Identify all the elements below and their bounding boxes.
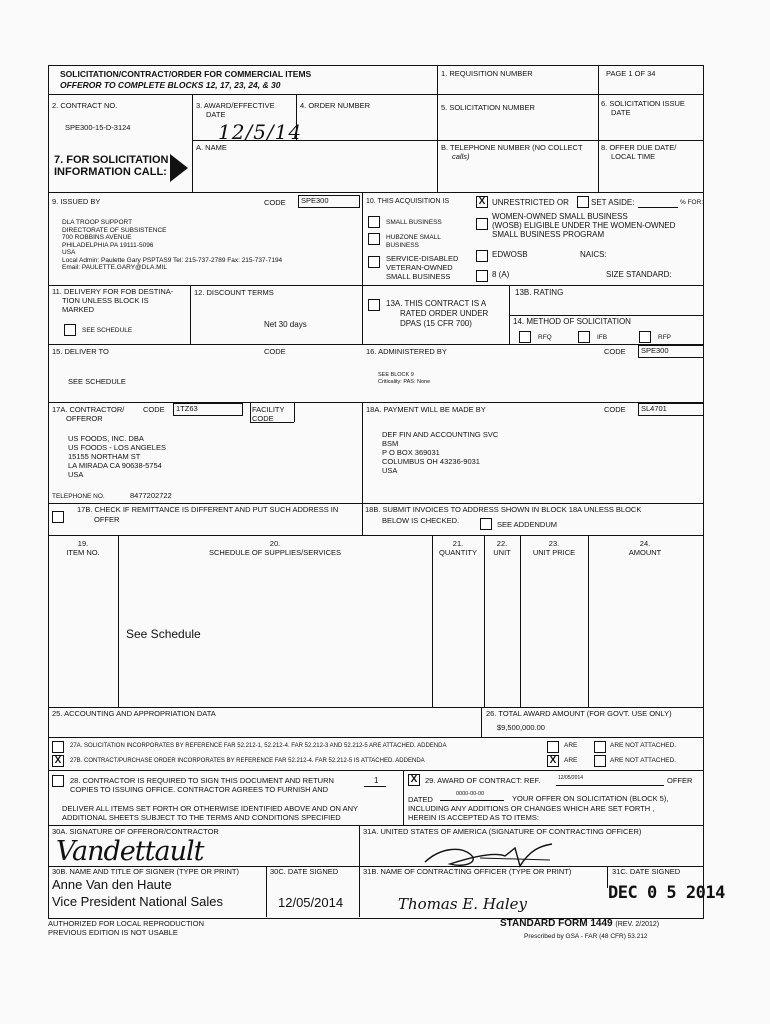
clause-27a-are-not-checkbox[interactable] bbox=[594, 741, 606, 753]
signature-31a-label: 31A. UNITED STATES OF AMERICA (SIGNATURE OF CONTRACTING OFFICER) bbox=[363, 827, 642, 836]
divider bbox=[48, 192, 703, 193]
divider bbox=[250, 422, 294, 423]
discount-terms-value: Net 30 days bbox=[264, 320, 307, 329]
divider bbox=[250, 403, 251, 422]
unrestricted-checkbox[interactable]: X bbox=[476, 196, 488, 208]
wosb-checkbox[interactable] bbox=[476, 218, 488, 230]
edwosb-checkbox[interactable] bbox=[476, 250, 488, 262]
hubzone-label: HUBZONE SMALL bbox=[386, 234, 441, 241]
divider bbox=[362, 192, 363, 344]
block-29-line-2: YOUR OFFER ON SOLICITATION (BLOCK 5), bbox=[512, 794, 669, 803]
divider bbox=[481, 707, 482, 737]
administered-by-label: 16. ADMINISTERED BY bbox=[366, 347, 447, 356]
page-count: PAGE 1 OF 34 bbox=[606, 69, 656, 78]
col-number: 19. bbox=[77, 539, 89, 548]
address-line: US FOODS, INC. DBA bbox=[68, 434, 144, 443]
delivery-fob-label-2: TION UNLESS BLOCK IS bbox=[62, 296, 149, 305]
address-line: DLA TROOP SUPPORT bbox=[62, 219, 133, 226]
invoice-label: 18B. SUBMIT INVOICES TO ADDRESS SHOWN IN BLOCK 18A UNLESS BLOCK bbox=[365, 505, 642, 514]
clause-27b-are: ARE bbox=[564, 757, 578, 764]
method-label: 14. METHOD OF SOLICITATION bbox=[513, 317, 631, 326]
contracting-officer-label: 31B. NAME OF CONTRACTING OFFICER (TYPE OR PRINT) bbox=[363, 867, 572, 876]
col-unit-price bbox=[520, 540, 588, 557]
rfp-label: RFP bbox=[658, 334, 671, 341]
divider bbox=[484, 535, 485, 707]
remittance-checkbox[interactable] bbox=[52, 511, 64, 523]
percent-for-label: % FOR: bbox=[680, 199, 704, 206]
col-number: 24. bbox=[639, 539, 651, 548]
date-signed-30c-label: 30C. DATE SIGNED bbox=[270, 867, 339, 876]
requisition-number-label: 1. REQUISITION NUMBER bbox=[441, 69, 533, 78]
divider bbox=[296, 95, 297, 140]
facility-code-label: FACILITY bbox=[252, 405, 285, 414]
sdvosb-label: SERVICE-DISABLED bbox=[386, 254, 459, 263]
footer-form-number bbox=[500, 918, 659, 929]
award-date-label: 3. AWARD/EFFECTIVE bbox=[196, 101, 275, 110]
address-line: USA bbox=[68, 470, 84, 479]
divider bbox=[48, 285, 703, 286]
arrow-right-icon bbox=[170, 154, 188, 182]
dpas-label-2: RATED ORDER UNDER bbox=[400, 309, 489, 318]
dpas-label-3: DPAS (15 CFR 700) bbox=[400, 319, 472, 328]
col-number: 23. bbox=[548, 539, 560, 548]
address-line: USA bbox=[62, 249, 76, 256]
unrestricted-label: UNRESTRICTED OR bbox=[492, 198, 569, 207]
divider bbox=[403, 770, 404, 825]
form-subtitle: OFFEROR TO COMPLETE BLOCKS 12, 17, 23, 24, & 30 bbox=[60, 80, 281, 90]
clause-27b: 27B. CONTRACT/PURCHASE ORDER INCORPORATES BY REFERENCE FAR 52.212-4. FAR 52.212-5 IS ATTACHED. ADDENDA bbox=[70, 758, 425, 764]
issued-by-label: 9. ISSUED BY bbox=[52, 197, 101, 206]
contract-no: SPE300-15-D-3124 bbox=[65, 123, 131, 132]
address-line: 700 ROBBINS AVENUE bbox=[62, 234, 132, 241]
ref-line bbox=[556, 785, 664, 786]
naics-label: NAICS: bbox=[580, 250, 607, 259]
address-line: BSM bbox=[382, 439, 399, 448]
dpas-label: 13A. THIS CONTRACT IS A bbox=[386, 299, 487, 308]
payment-label: 18A. PAYMENT WILL BE MADE BY bbox=[366, 405, 486, 414]
solicitation-number-label: 5. SOLICITATION NUMBER bbox=[441, 103, 535, 112]
divider bbox=[359, 825, 360, 917]
divider bbox=[192, 140, 703, 141]
setaside-checkbox[interactable] bbox=[577, 196, 589, 208]
col-title: ITEM NO. bbox=[66, 547, 100, 557]
col-title: QUANTITY bbox=[439, 547, 477, 557]
divider bbox=[362, 402, 363, 535]
edwosb-label: EDWOSB bbox=[492, 250, 528, 259]
divider bbox=[48, 94, 703, 95]
divider bbox=[48, 344, 703, 345]
clause-27a-are: ARE bbox=[564, 742, 578, 749]
setaside-label: SET ASIDE: bbox=[591, 198, 635, 207]
divider bbox=[266, 866, 267, 917]
signature-30a-label: 30A. SIGNATURE OF OFFEROR/CONTRACTOR bbox=[52, 827, 219, 836]
rating-label: 13B. RATING bbox=[515, 288, 564, 297]
ifb-label: IFB bbox=[597, 334, 608, 341]
block-29-dated: DATED bbox=[408, 795, 433, 804]
setaside-line bbox=[638, 207, 678, 208]
eight-a-label: 8 (A) bbox=[492, 270, 510, 279]
rfq-checkbox[interactable] bbox=[519, 331, 531, 343]
ifb-checkbox[interactable] bbox=[578, 331, 590, 343]
address-line: LA MIRADA CA 90638-5754 bbox=[68, 461, 162, 470]
remittance-label: 17B. CHECK IF REMITTANCE IS DIFFERENT AND PUT SUCH ADDRESS IN bbox=[77, 505, 339, 514]
col-schedule bbox=[118, 540, 432, 557]
total-award-value: $9,500,000.00 bbox=[497, 723, 545, 732]
divider bbox=[48, 825, 703, 826]
col-title: UNIT PRICE bbox=[532, 547, 576, 557]
sdvosb-checkbox[interactable] bbox=[368, 256, 380, 268]
wosb-label: WOMEN-OWNED SMALL BUSINESS bbox=[492, 212, 628, 221]
col-quantity bbox=[432, 540, 484, 557]
col-number: 22. bbox=[496, 539, 508, 548]
divider bbox=[437, 66, 438, 94]
dated-line bbox=[440, 800, 504, 801]
size-standard-label: SIZE STANDARD: bbox=[606, 270, 672, 279]
telephone-label: B. TELEPHONE NUMBER (NO COLLECT bbox=[441, 143, 583, 152]
divider bbox=[598, 66, 599, 94]
address-line: US FOODS - LOS ANGELES bbox=[68, 443, 166, 452]
issued-code-label: CODE bbox=[264, 198, 286, 207]
address-line: COLUMBUS OH 43236-9031 bbox=[382, 457, 480, 466]
block-28-line-3: DELIVER ALL ITEMS SET FORTH OR OTHERWISE IDENTIFIED ABOVE AND ON ANY bbox=[62, 804, 359, 813]
footer-reproduction: AUTHORIZED FOR LOCAL REPRODUCTION bbox=[48, 919, 204, 928]
contractor-address bbox=[68, 434, 166, 479]
col-unit bbox=[484, 540, 520, 557]
signer-name: Anne Van den Haute bbox=[52, 877, 172, 892]
block-28-line-1: 28. CONTRACTOR IS REQUIRED TO SIGN THIS DOCUMENT AND RETURN bbox=[70, 776, 334, 785]
hubzone-label-2: BUSINESS bbox=[386, 242, 419, 249]
divider bbox=[432, 535, 433, 707]
block-29-line-4: HEREIN IS ACCEPTED AS TO ITEMS: bbox=[408, 813, 540, 822]
block-29-offer: OFFER bbox=[667, 776, 693, 785]
date-signed-31c-stamp: DEC 0 5 2014 bbox=[608, 883, 725, 903]
block-29-line-3: INCLUDING ANY ADDITIONS OR CHANGES WHICH ARE SET FORTH , bbox=[408, 804, 655, 813]
payment-code-label: CODE bbox=[604, 405, 626, 414]
order-number-label: 4. ORDER NUMBER bbox=[300, 101, 371, 110]
administered-line-1: SEE BLOCK 9 bbox=[378, 372, 414, 378]
telephone-no: 8477202722 bbox=[130, 491, 172, 500]
total-award-label: 26. TOTAL AWARD AMOUNT (FOR GOVT. USE ONLY) bbox=[486, 709, 672, 718]
telephone-no-label: TELEPHONE NO. bbox=[52, 493, 105, 500]
contracting-officer-name: Thomas E. Haley bbox=[398, 895, 527, 913]
contractor-code: 1TZ63 bbox=[173, 403, 243, 416]
date-signed-31c-label: 31C. DATE SIGNED bbox=[612, 867, 681, 876]
discount-terms-label: 12. DISCOUNT TERMS bbox=[194, 288, 274, 297]
form-name: STANDARD FORM 1449 bbox=[500, 918, 613, 929]
see-schedule-checkbox[interactable] bbox=[64, 324, 76, 336]
col-title: SCHEDULE OF SUPPLIES/SERVICES bbox=[209, 547, 341, 557]
admin-email: Email: PAULETTE.GARY@DLA.MIL bbox=[62, 264, 167, 271]
contractor-label: 17A. CONTRACTOR/ bbox=[52, 405, 125, 414]
signer-title: Vice President National Sales bbox=[52, 894, 224, 909]
clause-27b-are-checkbox[interactable]: X bbox=[547, 755, 559, 767]
divider bbox=[598, 95, 599, 192]
col-number: 20. bbox=[269, 539, 281, 548]
dpas-checkbox[interactable] bbox=[368, 299, 380, 311]
footer-previous-edition: PREVIOUS EDITION IS NOT USABLE bbox=[48, 928, 178, 937]
divider bbox=[192, 95, 193, 192]
contractor-code-label: CODE bbox=[143, 405, 165, 414]
sdvosb-label-2: VETERAN-OWNED bbox=[386, 263, 453, 272]
col-number: 21. bbox=[452, 539, 464, 548]
invoice-label-2: BELOW IS CHECKED. bbox=[382, 516, 460, 525]
issued-code: SPE300 bbox=[298, 195, 360, 208]
address-line: DIRECTORATE OF SUBSISTENCE bbox=[62, 226, 167, 234]
footer-prescribed: Prescribed by GSA - FAR (48 CFR) 53.212 bbox=[524, 933, 648, 940]
address-line: USA bbox=[382, 466, 398, 475]
divider bbox=[48, 770, 703, 771]
wosb-label-3: SMALL BUSINESS PROGRAM bbox=[492, 230, 605, 239]
block-28-line-4: ADDITIONAL SHEETS SUBJECT TO THE TERMS AND CONDITIONS SPECIFIED bbox=[62, 813, 341, 822]
issue-date-label: 6. SOLICITATION ISSUE bbox=[601, 99, 685, 108]
divider bbox=[118, 535, 119, 707]
clause-27a-are-checkbox[interactable] bbox=[547, 741, 559, 753]
col-title: AMOUNT bbox=[628, 547, 662, 557]
clause-27a-checkbox[interactable] bbox=[52, 741, 64, 753]
clause-27b-are-not: ARE NOT ATTACHED. bbox=[610, 757, 677, 764]
administered-code-label: CODE bbox=[604, 347, 626, 356]
payment-code: SL4701 bbox=[638, 403, 704, 416]
block-29-checkbox[interactable]: X bbox=[408, 774, 420, 786]
offer-due-label-2: LOCAL TIME bbox=[611, 152, 656, 161]
addendum-checkbox[interactable] bbox=[480, 518, 492, 530]
signature-30a bbox=[56, 836, 203, 867]
clause-27a: 27A. SOLICITATION INCORPORATES BY REFERENCE FAR 52.212-1, 52.212-4. FAR 52.212-3 AND 52.212-5 ARE ATTACHED. ADDENDA bbox=[70, 743, 447, 749]
block-28-checkbox[interactable] bbox=[52, 775, 64, 787]
deliver-to-code-label: CODE bbox=[264, 347, 286, 356]
administered-code: SPE300 bbox=[638, 345, 704, 358]
col-item-no bbox=[48, 540, 118, 557]
address-line: PHILADELPHIA PA 19111-5096 bbox=[62, 241, 154, 249]
divider bbox=[190, 285, 191, 344]
payment-address bbox=[382, 430, 498, 475]
see-schedule-label: SEE SCHEDULE bbox=[82, 327, 133, 334]
form-title: SOLICITATION/CONTRACT/ORDER FOR COMMERCIAL ITEMS bbox=[60, 69, 312, 79]
clause-27b-are-not-checkbox[interactable] bbox=[594, 755, 606, 767]
info-call-label: 7. FOR SOLICITATION bbox=[54, 154, 169, 166]
accounting-label: 25. ACCOUNTING AND APPROPRIATION DATA bbox=[52, 709, 216, 718]
divider bbox=[48, 737, 703, 738]
rfp-checkbox[interactable] bbox=[639, 331, 651, 343]
issue-date-label-2: DATE bbox=[611, 108, 631, 117]
offer-due-label: 8. OFFER DUE DATE/ bbox=[601, 143, 677, 152]
name-label: A. NAME bbox=[196, 143, 227, 152]
block-28-copies: 1 bbox=[374, 776, 379, 785]
block-29-ref: 12/05/2014 bbox=[558, 775, 584, 781]
address-line: 15155 NORTHAM ST bbox=[68, 452, 141, 461]
award-date-handwritten: 12/5/14 bbox=[218, 120, 303, 144]
col-amount bbox=[588, 540, 702, 557]
contractor-label-2: OFFEROR bbox=[66, 414, 103, 423]
admin-contact: Local Admin: Paulette Gary PSPTAS9 Tel: 215-737-2789 Fax: 215-737-7194 bbox=[62, 256, 283, 264]
divider bbox=[520, 535, 521, 707]
clause-27b-checkbox[interactable]: X bbox=[52, 755, 64, 767]
wosb-label-2: (WOSB) ELIGIBLE UNDER THE WOMEN-OWNED bbox=[492, 221, 676, 230]
divider bbox=[48, 535, 703, 536]
block-29-dated-value: 0000-00-00 bbox=[456, 791, 485, 797]
block-28-line-2: COPIES TO ISSUING OFFICE. CONTRACTOR AGREES TO FURNISH AND bbox=[70, 785, 329, 794]
contract-no-label: 2. CONTRACT NO. bbox=[52, 101, 118, 110]
delivery-fob-label: 11. DELIVERY FOR FOB DESTINA- bbox=[52, 287, 174, 296]
date-signed-30c: 12/05/2014 bbox=[278, 895, 344, 910]
deliver-to-label: 15. DELIVER TO bbox=[52, 347, 109, 356]
schedule-body: See Schedule bbox=[126, 627, 201, 641]
copies-line bbox=[364, 786, 386, 787]
divider bbox=[509, 315, 703, 316]
administered-line-2: Criticality: PAS: None bbox=[378, 379, 431, 385]
divider bbox=[48, 402, 703, 403]
divider bbox=[588, 535, 589, 707]
delivery-fob-label-3: MARKED bbox=[62, 305, 95, 314]
divider bbox=[437, 95, 438, 192]
block-29-line-1: 29. AWARD OF CONTRACT: REF. bbox=[425, 776, 541, 785]
clause-27a-are-not: ARE NOT ATTACHED. bbox=[610, 742, 677, 749]
signer-name-label: 30B. NAME AND TITLE OF SIGNER (TYPE OR PRINT) bbox=[52, 867, 239, 876]
divider bbox=[294, 403, 295, 422]
eight-a-checkbox[interactable] bbox=[476, 270, 488, 282]
small-business-label: SMALL BUSINESS bbox=[386, 219, 442, 226]
info-call-label-2: INFORMATION CALL: bbox=[54, 166, 167, 178]
signature-30a-text: Vandettault bbox=[56, 836, 204, 867]
facility-code-label-2: CODE bbox=[252, 414, 274, 423]
issued-address bbox=[62, 219, 282, 272]
col-title: UNIT bbox=[493, 547, 511, 557]
deliver-to-value: SEE SCHEDULE bbox=[68, 377, 126, 386]
small-business-checkbox[interactable] bbox=[368, 216, 380, 228]
address-line: DEF FIN AND ACCOUNTING SVC bbox=[382, 430, 499, 439]
form-revision: (REV. 2/2012) bbox=[615, 921, 660, 928]
telephone-label-2: calls) bbox=[452, 152, 470, 161]
divider bbox=[48, 707, 703, 708]
remittance-label-2: OFFER bbox=[94, 515, 120, 524]
address-line: P O BOX 369031 bbox=[382, 448, 440, 457]
rfq-label: RFQ bbox=[538, 334, 552, 341]
acquisition-label: 10. THIS ACQUISITION IS bbox=[366, 198, 450, 205]
hubzone-checkbox[interactable] bbox=[368, 233, 380, 245]
addendum-label: SEE ADDENDUM bbox=[497, 520, 558, 529]
divider bbox=[48, 503, 703, 504]
sdvosb-label-3: SMALL BUSINESS bbox=[386, 272, 451, 281]
award-date-label-2: DATE bbox=[206, 110, 226, 119]
